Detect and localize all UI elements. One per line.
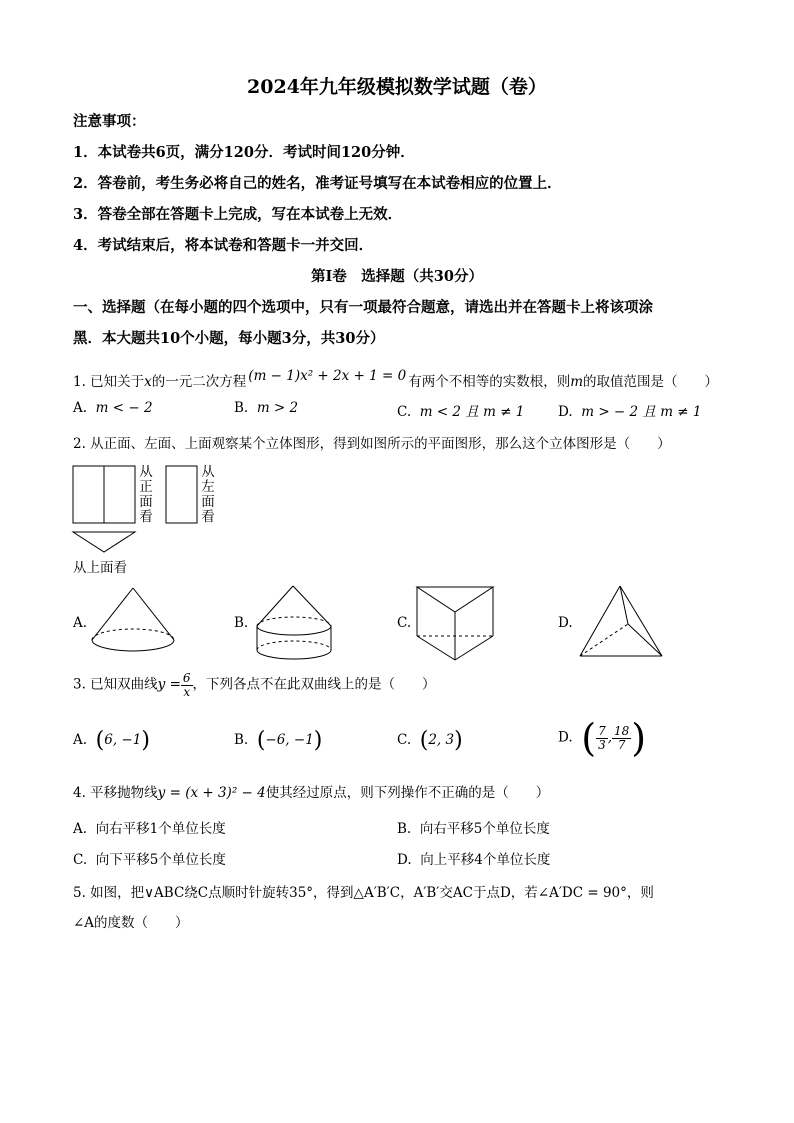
q1-end: 的取值范围是（ ） [583, 374, 719, 390]
q3-fraction [181, 672, 193, 698]
option-label: D. [558, 404, 573, 420]
section-instruction: 黑．本大题共10个小题，每小题3分，共30分） [73, 330, 385, 347]
q3d-fraction-2 [612, 725, 631, 751]
option-label: C. [73, 852, 88, 868]
option-label: A. [73, 821, 88, 837]
section-instruction: 一、选择题（在每小题的四个选项中，只有一项最符合题意，请选出并在答题卡上将该项涂 [73, 299, 653, 316]
option-text: 向右平移5个单位长度 [419, 821, 550, 837]
option-text: 向上平移4个单位长度 [420, 852, 551, 868]
q1-equation: (m − 1)x² + 2x + 1 = 0 [248, 368, 407, 384]
q3-option-b[interactable]: B. (−6, −1) [234, 728, 323, 753]
q3-eq-lhs: y = [157, 676, 181, 693]
q3-option-d[interactable]: D. ( $\frac{7}{3}$ , $\frac{18}{7}$ ) [558, 716, 647, 760]
q4-option-b[interactable] [397, 817, 550, 837]
option-text: m < 2 且 m ≠ 1 [419, 404, 525, 420]
fraction-numerator: 6 [182, 671, 191, 685]
label-char: 面 [201, 494, 215, 510]
question-4 [73, 781, 549, 801]
option-text: m < − 2 [95, 400, 153, 416]
q2-option-b[interactable]: B. [234, 615, 249, 631]
notice-item: 1．本试卷共6页，满分120分．考试时间120分钟． [73, 144, 415, 161]
fraction-denominator: x [183, 684, 191, 699]
fraction-numerator: 7 [598, 723, 606, 738]
option-text: m > 2 [256, 400, 299, 416]
option-label: D. [558, 729, 573, 746]
q2-option-c[interactable]: C. [397, 615, 412, 631]
option-label: B. [234, 400, 249, 416]
q3-option-c[interactable]: C. (2, 3) [397, 728, 463, 753]
option-label: B. [234, 732, 249, 748]
cone-figure [92, 588, 174, 651]
q4-option-d[interactable] [397, 848, 550, 868]
option-text: 向下平移5个单位长度 [95, 852, 226, 868]
option-label: A. [73, 400, 88, 416]
q4-equation: y = (x + 3)² − 4 [157, 785, 266, 801]
question-5-line-2: ∠A的度数（ ） [73, 915, 189, 931]
q1-mid: 的一元二次方程 [151, 374, 247, 390]
fraction-denominator: 3 [598, 737, 606, 752]
notice-heading: 注意事项： [73, 113, 146, 130]
fraction-denominator: 7 [617, 737, 626, 752]
notice-item: 4．考试结束后，将本试卷和答题卡一并交回． [73, 237, 374, 254]
q4-prefix: 4. 平移抛物线 [73, 785, 158, 801]
label-char: 看 [201, 509, 215, 525]
prism-figure [417, 587, 493, 660]
label-char: 面 [139, 494, 153, 510]
q1-var2: m [570, 374, 584, 390]
question-2: 2. 从正面、左面、上面观察某个立体图形，得到如图所示的平面图形，那么这个立体图形是（ ） [73, 436, 671, 452]
page-title: 2024年九年级模拟数学试题（卷） [247, 76, 547, 98]
option-text: 6, −1 [104, 732, 142, 748]
q4-suffix: 使其经过原点，则下列操作不正确的是（ ） [265, 785, 550, 801]
option-label: A. [73, 732, 88, 748]
label-char: 从 [201, 464, 215, 480]
q3-prefix: 3. 已知双曲线 [73, 676, 158, 693]
q2-option-a[interactable]: A. [73, 615, 88, 631]
q2-option-d[interactable]: D. [558, 615, 573, 631]
option-label: D. [397, 852, 412, 868]
option-text: 2, 3 [428, 732, 455, 748]
option-label: C. [397, 404, 412, 420]
label-char: 从 [139, 464, 153, 480]
fraction-numerator: 18 [614, 723, 630, 738]
q4-option-c[interactable] [73, 848, 226, 868]
option-text: m > − 2 且 m ≠ 1 [581, 404, 702, 420]
q1-var: x [144, 374, 152, 390]
q3-suffix: ，下列各点不在此双曲线上的是（ ） [192, 676, 436, 693]
q3d-fraction-1 [596, 725, 608, 751]
label-char: 正 [139, 479, 153, 495]
question-5-line-1: 5. 如图，把∨ABC绕C点顺时针旋转35°，得到△A′B′C，A′B′交AC于点D，若∠A′DC = 90°，则 [73, 885, 654, 901]
q1-suffix: 有两个不相等的实数根，则 [408, 374, 571, 390]
pyramid-figure [580, 586, 662, 656]
option-text: −6, −1 [265, 732, 314, 748]
q1-prefix: 1. 已知关于 [73, 374, 145, 390]
option-label: C. [397, 732, 412, 748]
top-view-label: 从上面看 [73, 560, 127, 576]
question-3 [73, 672, 436, 698]
label-char: 左 [201, 479, 215, 495]
option-text: 向右平移1个单位长度 [95, 821, 226, 837]
q3-option-a[interactable]: A. (6, −1) [73, 728, 150, 753]
section-heading: 第Ⅰ卷 选择题（共30分） [311, 268, 483, 285]
q4-option-a[interactable] [73, 817, 226, 837]
option-label: B. [397, 821, 412, 837]
cone-cylinder-figure [257, 586, 331, 659]
notice-item: 3．答卷全部在答题卡上完成，写在本试卷上无效． [73, 206, 403, 223]
label-char: 看 [139, 509, 153, 525]
notice-item: 2．答卷前，考生务必将自己的姓名，准考证号填写在本试卷相应的位置上． [73, 175, 562, 192]
